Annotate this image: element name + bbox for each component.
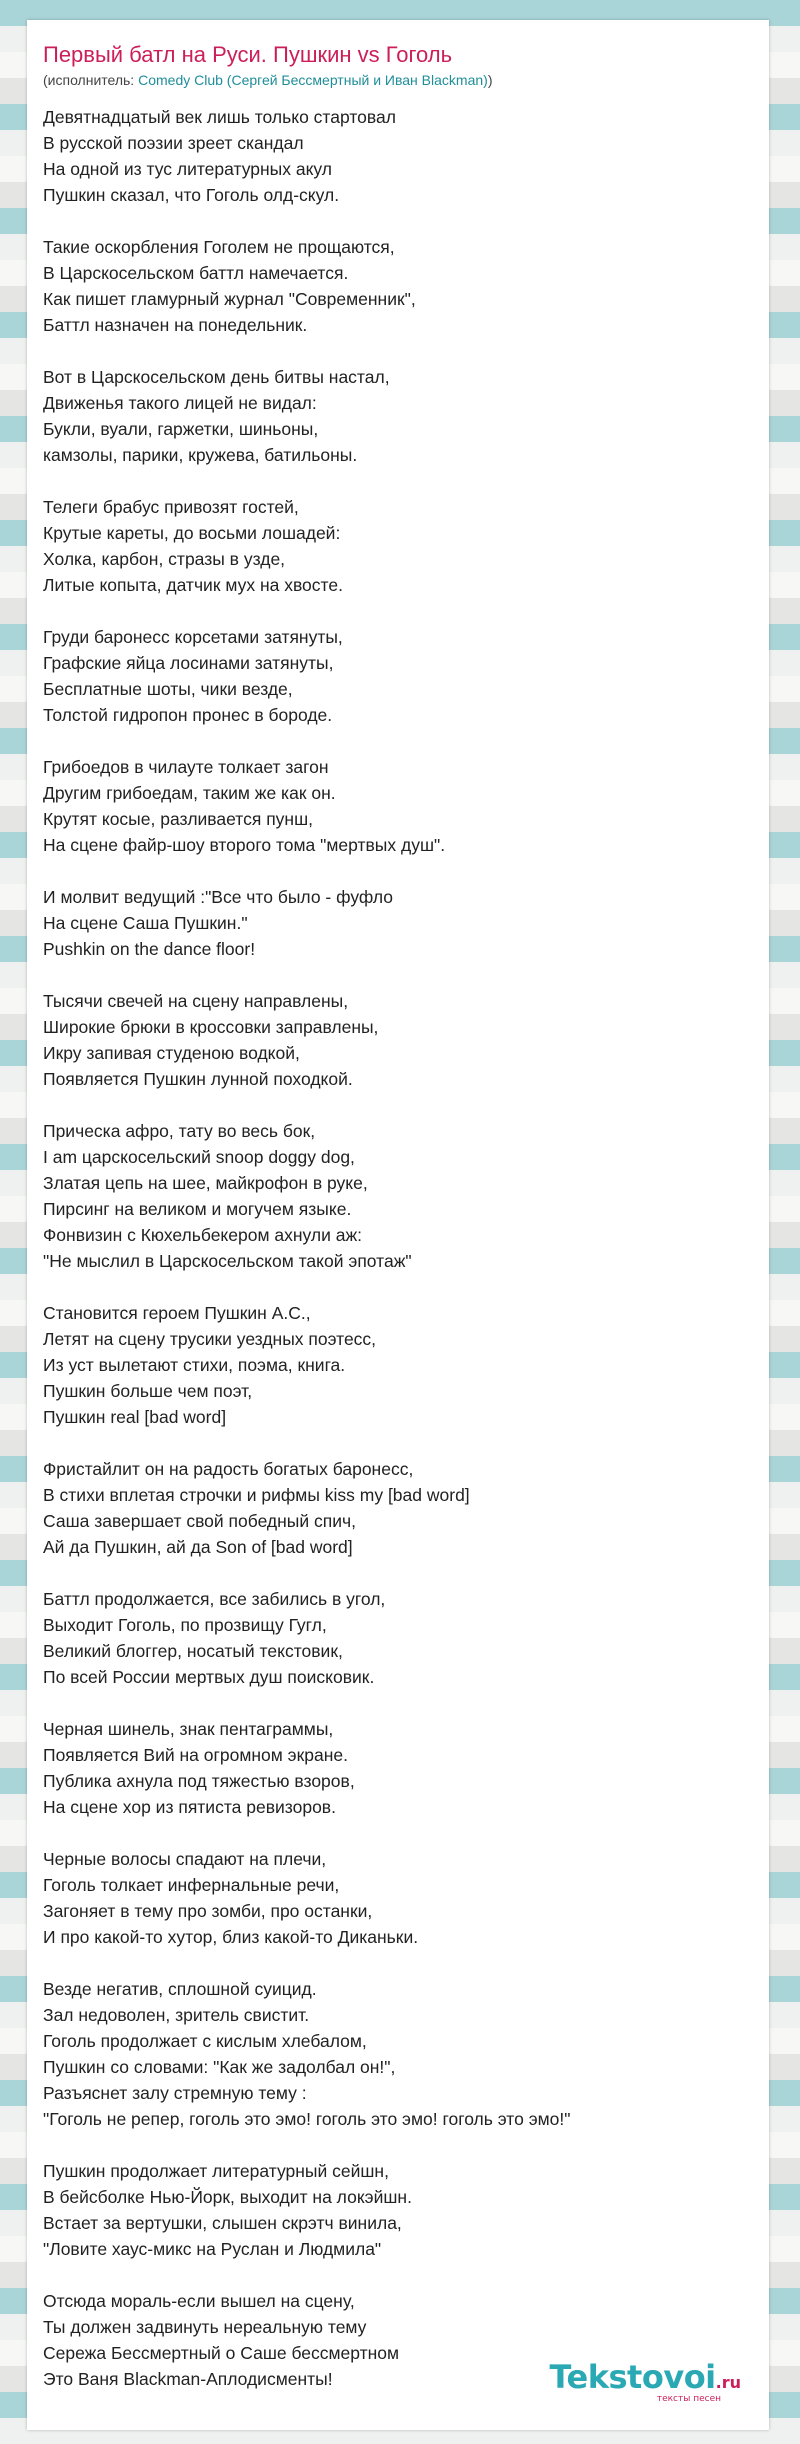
lyric-line: Крутят косые, разливается пунш,	[43, 809, 313, 829]
lyric-line: Движенья такого лицей не видал:	[43, 393, 317, 413]
lyrics-body	[43, 104, 743, 2418]
lyric-line: Тысячи свечей на сцену направлены,	[43, 991, 349, 1011]
lyrics-stanza	[43, 1118, 743, 1274]
lyric-line: На сцене файр-шоу второго тома "мертвых душ".	[43, 835, 446, 855]
lyrics-stanza	[43, 1586, 743, 1690]
lyrics-stanza	[43, 624, 743, 728]
lyric-line: Пирсинг на великом и могучем языке.	[43, 1199, 352, 1219]
lyric-line: Зал недоволен, зритель свистит.	[43, 2005, 310, 2025]
lyrics-stanza	[43, 1716, 743, 1820]
lyrics-card	[27, 20, 769, 2430]
lyric-line: На сцене Саша Пушкин."	[43, 913, 248, 933]
lyric-line: Телеги брабус привозят гостей,	[43, 497, 299, 517]
logo-name: Tekstovoi	[549, 2358, 716, 2396]
lyric-line: В стихи вплетая строчки и рифмы kiss my [bad word]	[43, 1485, 470, 1505]
lyric-line: Разъяснет залу стремную тему :	[43, 2083, 307, 2103]
lyric-line: Баттл назначен на понедельник.	[43, 315, 308, 335]
lyric-line: Крутые кареты, до восьми лошадей:	[43, 523, 341, 543]
lyric-line: "Гоголь не репер, гоголь это эмо! гоголь это эмо! гоголь это эмо!"	[43, 2109, 571, 2129]
lyrics-stanza	[43, 754, 743, 858]
lyric-line: Загоняет в тему про зомби, про останки,	[43, 1901, 373, 1921]
lyric-line: В русской поэзии зреет скандал	[43, 133, 304, 153]
lyric-line: Литые копыта, датчик мух на хвосте.	[43, 575, 343, 595]
lyric-line: Вот в Царскосельском день битвы настал,	[43, 367, 390, 387]
site-logo[interactable]	[549, 2358, 741, 2404]
lyric-line: Такие оскорбления Гоголем не прощаются,	[43, 237, 395, 257]
lyric-line: Появляется Вий на огромном экране.	[43, 1745, 348, 1765]
lyric-line: Гоголь продолжает с кислым хлебалом,	[43, 2031, 367, 2051]
song-title: Первый батл на Руси. Пушкин vs Гоголь	[43, 42, 453, 67]
lyric-line: Великий блоггер, носатый текстовик,	[43, 1641, 343, 1661]
lyric-line: Отсюда мораль-если вышел на сцену,	[43, 2291, 355, 2311]
lyric-line: Пушкин сказал, что Гоголь олд-скул.	[43, 185, 340, 205]
logo-tagline: тексты песен	[656, 2394, 721, 2404]
lyric-line: Груди баронесс корсетами затянуты,	[43, 627, 343, 647]
lyric-line: Пушкин продолжает литературный сейшн,	[43, 2161, 389, 2181]
lyric-line: Бесплатные шоты, чики везде,	[43, 679, 293, 699]
lyric-line: Становится героем Пушкин А.С.,	[43, 1303, 311, 1323]
lyric-line: Как пишет гламурный журнал "Современник",	[43, 289, 416, 309]
lyric-line: "Не мыслил в Царскосельском такой эпотаж"	[43, 1251, 412, 1271]
lyrics-stanza	[43, 1300, 743, 1430]
lyric-line: камзолы, парики, кружева, батильоны.	[43, 445, 358, 465]
lyric-line: Ай да Пушкин, ай да Son of [bad word]	[43, 1537, 353, 1557]
lyric-line: Сережа Бессмертный о Саше бессмертном	[43, 2343, 400, 2363]
lyrics-stanza	[43, 988, 743, 1092]
lyric-line: Летят на сцену трусики уездных поэтесс,	[43, 1329, 377, 1349]
lyric-line: Черная шинель, знак пентаграммы,	[43, 1719, 334, 1739]
lyrics-stanza	[43, 104, 743, 208]
artist-prefix: (исполнитель:	[43, 72, 139, 88]
lyric-line: Букли, вуали, гаржетки, шиньоны,	[43, 419, 319, 439]
lyric-line: Черные волосы спадают на плечи,	[43, 1849, 327, 1869]
lyrics-stanza	[43, 1846, 743, 1950]
lyrics-stanza	[43, 2158, 743, 2262]
lyric-line: I am царскосельский snoop doggy dog,	[43, 1147, 355, 1167]
lyric-line: Грибоедов в чилауте толкает загон	[43, 757, 329, 777]
lyric-line: Из уст вылетают стихи, поэма, книга.	[43, 1355, 346, 1375]
lyric-line: Фристайлит он на радость богатых баронесс,	[43, 1459, 414, 1479]
lyric-line: Графские яйца лосинами затянуты,	[43, 653, 334, 673]
lyric-line: Появляется Пушкин лунной походкой.	[43, 1069, 353, 1089]
lyric-line: И молвит ведущий :"Все что было - фуфло	[43, 887, 394, 907]
logo-wordmark	[549, 2358, 741, 2396]
lyric-line: Фонвизин с Кюхельбекером ахнули аж:	[43, 1225, 363, 1245]
lyrics-stanza	[43, 364, 743, 468]
lyrics-stanza	[43, 494, 743, 598]
lyric-line: По всей России мертвых душ поисковик.	[43, 1667, 375, 1687]
lyric-line: Златая цепь на шее, майкрофон в руке,	[43, 1173, 368, 1193]
lyric-line: Икру запивая студеною водкой,	[43, 1043, 300, 1063]
lyric-line: Это Ваня Blackman-Аплодисменты!	[43, 2369, 333, 2389]
lyrics-stanza	[43, 1976, 743, 2132]
lyric-line: Гоголь толкает инфернальные речи,	[43, 1875, 340, 1895]
lyric-line: Толстой гидропон пронес в бороде.	[43, 705, 333, 725]
lyric-line: В бейсболке Нью-Йорк, выходит на локэйшн.	[43, 2187, 412, 2207]
lyric-line: Прическа афро, тату во весь бок,	[43, 1121, 316, 1141]
lyric-line: Публика ахнула под тяжестью взоров,	[43, 1771, 355, 1791]
lyrics-stanza	[43, 234, 743, 338]
lyric-line: Баттл продолжается, все забились в угол,	[43, 1589, 386, 1609]
lyric-line: Девятнадцатый век лишь только стартовал	[43, 107, 396, 127]
lyric-line: Везде негатив, сплошной суицид.	[43, 1979, 317, 1999]
lyric-line: Пушкин больше чем поэт,	[43, 1381, 253, 1401]
lyric-line: Широкие брюки в кроссовки заправлены,	[43, 1017, 379, 1037]
lyric-line: Встает за вертушки, слышен скрэтч винила,	[43, 2213, 402, 2233]
lyric-line: Саша завершает свой победный спич,	[43, 1511, 357, 1531]
lyric-line: Пушкин со словами: "Как же задолбал он!",	[43, 2057, 396, 2077]
lyric-line: На сцене хор из пятиста ревизоров.	[43, 1797, 336, 1817]
lyrics-stanza	[43, 1456, 743, 1560]
logo-tld: .ru	[715, 2373, 741, 2392]
lyric-line: Ты должен задвинуть нереальную тему	[43, 2317, 367, 2337]
lyric-line: "Ловите хаус-микс на Руслан и Людмила"	[43, 2239, 382, 2259]
lyrics-stanza	[43, 884, 743, 962]
artist-link[interactable]: Comedy Club (Сергей Бессмертный и Иван Blackman)	[138, 72, 488, 88]
lyric-line: Холка, карбон, стразы в узде,	[43, 549, 286, 569]
lyric-line: Выходит Гоголь, по прозвищу Гугл,	[43, 1615, 327, 1635]
lyric-line: Pushkin on the dance floor!	[43, 939, 256, 959]
lyric-line: В Царскосельском баттл намечается.	[43, 263, 349, 283]
lyric-line: На одной из тус литературных акул	[43, 159, 332, 179]
artist-suffix: )	[487, 72, 493, 88]
artist-line	[43, 72, 492, 88]
lyric-line: И про какой-то хутор, близ какой-то Диканьки.	[43, 1927, 419, 1947]
lyric-line: Пушкин real [bad word]	[43, 1407, 227, 1427]
lyric-line: Другим грибоедам, таким же как он.	[43, 783, 336, 803]
